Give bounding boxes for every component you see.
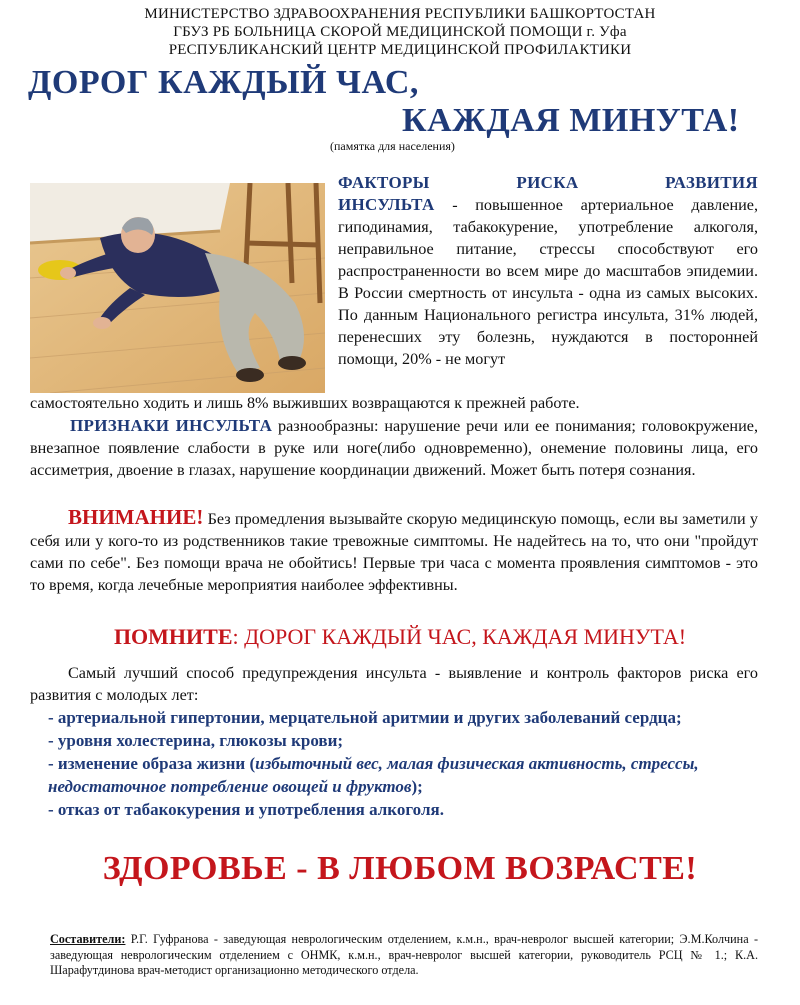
attention-text: Без промедления вызывайте скорую медицинскую помощь, если вы заметили у себя или у кого-то из родственников такие тревожные симптомы. Не надейтесь на то, что они "пройдут сами по себе". Без помощи врача не обойтись! Первые три часа с момента проявления симптомов - это то время, когда лечебные мероприятия наиболее эффективны.: [30, 510, 759, 594]
list-item-end: );: [411, 777, 423, 796]
memo-subtitle: (памятка для населения): [330, 139, 455, 153]
list-item: - артериальной гипертонии, мерцательной аритмии и других заболеваний сердца;: [48, 708, 682, 727]
signs-paragraph: [30, 415, 758, 481]
list-item: - отказ от табакокурения и употребления алкоголя.: [48, 800, 444, 819]
authors-text: Р.Г. Гуфранова - заведующая неврологическим отделением, к.м.н., врач-невролог высшей категории; Э.М.Колчина - заведующая неврологическим отделением с ОНМК, к.м.н., врач-невролог высшей категории, руководитель РСЦ № 1.; К.А. Шарафутдинова врач-методист организационно методического отдела.: [50, 932, 759, 977]
authors-label: Составители:: [50, 932, 126, 946]
authors-block: [50, 932, 758, 979]
fallen-person-illustration: [30, 183, 325, 393]
header-ministry: МИНИСТЕРСТВО ЗДРАВООХРАНЕНИЯ РЕСПУБЛИКИ БАШКОРТОСТАН: [144, 6, 656, 22]
attention-paragraph: [30, 506, 758, 596]
list-item: [48, 752, 768, 798]
slogan: ЗДОРОВЬЕ - В ЛЮБОМ ВОЗРАСТЕ!: [102, 850, 698, 887]
risk-factors-tail: самостоятельно ходить и лишь 8% выживших возвращаются к прежней работе.: [30, 394, 580, 412]
prevention-list: [48, 706, 768, 821]
title-line-1: ДОРОГ КАЖДЫЙ ЧАС,: [28, 64, 419, 101]
risk-factors-paragraph: [338, 172, 758, 370]
header-center: РЕСПУБЛИКАНСКИЙ ЦЕНТР МЕДИЦИНСКОЙ ПРОФИЛАКТИКИ: [168, 42, 632, 58]
signs-heading: ПРИЗНАКИ ИНСУЛЬТА: [70, 416, 273, 435]
fallen-person-photo: [30, 183, 325, 393]
remember-label: ПОМНИТЕ: [113, 624, 233, 649]
remember-text: : ДОРОГ КАЖДЫЙ ЧАС, КАЖДАЯ МИНУТА!: [232, 624, 687, 649]
title-line-2: КАЖДАЯ МИНУТА!: [402, 102, 740, 139]
signs-text: разнообразны: нарушение речи или ее понимания; головокружение, внезапное появление слабости в руке или ноге(либо одновременно), онемение половины лица, его ассиметрия, двоение в глазах, нарушение координации движений. Может быть потеря сознания.: [30, 417, 758, 479]
header-hospital: ГБУЗ РБ БОЛЬНИЦА СКОРОЙ МЕДИЦИНСКОЙ ПОМОЩИ г. Уфа: [173, 24, 627, 40]
list-item: - уровня холестерина, глюкозы крови;: [48, 731, 344, 750]
list-item-italic: избыточный вес, малая физическая активность, стрессы, недостаточное потребление овощей и фруктов: [48, 754, 699, 796]
risk-factors-heading: ФАКТОРЫ РИСКА РАЗВИТИЯ ИНСУЛЬТА: [338, 173, 758, 214]
attention-heading: ВНИМАНИЕ!: [68, 505, 204, 529]
prevention-intro-text: Самый лучший способ предупреждения инсульта - выявление и контроль факторов риска его развития с молодых лет:: [30, 664, 758, 704]
prevention-intro: [30, 662, 758, 706]
list-item-start: - изменение образа жизни (: [48, 754, 256, 773]
remember-line: [0, 624, 800, 650]
risk-factors-text: - повышенное артериальное давление, гиподинамия, табакокурение, употребление алкоголя, неправильное питание, стрессы способствуют его распространенности во всем мире до масштабов эпидемии. В России смертность от инсульта - одна из самых высоких. По данным Национального регистра инсульта, 31% людей, перенесших эту болезнь, нуждаются в посторонней помощи, 20% - не могут: [338, 196, 759, 368]
